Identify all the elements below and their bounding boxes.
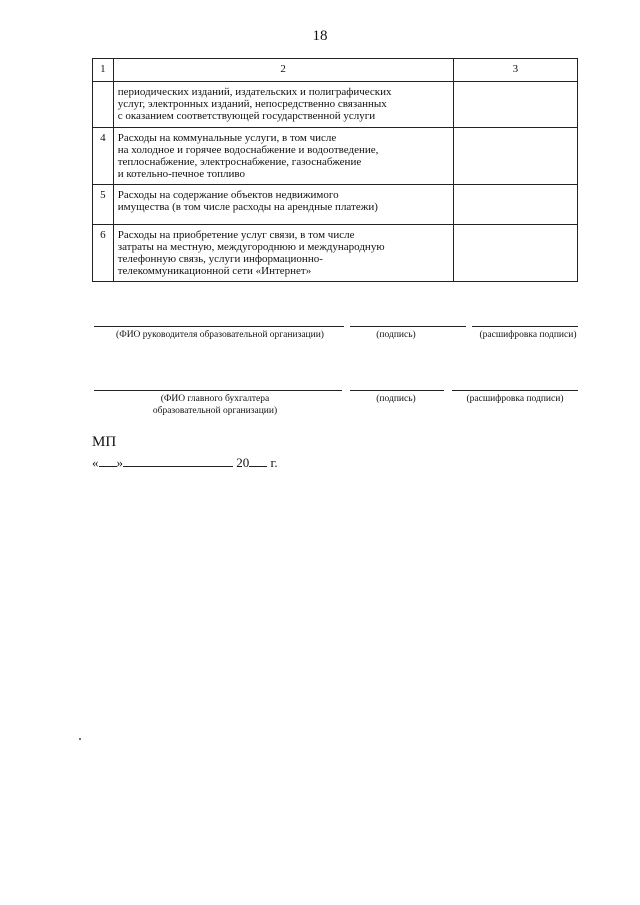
page-number: 18 [312, 28, 328, 44]
head-decode-caption: (расшифровка подписи) [479, 330, 577, 340]
head-signature-line [350, 326, 466, 327]
head-name-line [94, 326, 344, 327]
accountant-name-line [94, 390, 342, 391]
day-blank [99, 454, 117, 467]
table-header-row [93, 59, 578, 82]
accountant-decode-line [452, 390, 578, 391]
accountant-signature-caption: (подпись) [376, 394, 416, 404]
row-value [453, 128, 577, 185]
row-number: 6 [93, 225, 114, 282]
row-value [453, 185, 577, 225]
month-blank [123, 454, 233, 467]
table-row [93, 128, 578, 185]
accountant-name-caption: (ФИО главного бухгалтера образовательной организации) [152, 394, 278, 416]
row-value [453, 225, 577, 282]
row-number: 4 [93, 128, 114, 185]
header-col-3: 3 [453, 59, 577, 82]
table-row [93, 225, 578, 282]
year-suffix: г. [270, 455, 278, 470]
accountant-decode-caption: (расшифровка подписи) [466, 394, 564, 404]
row-value [453, 82, 577, 128]
year-blank [249, 454, 267, 467]
head-decode-line [472, 326, 578, 327]
scan-speck [79, 738, 81, 740]
header-col-2: 2 [113, 59, 453, 82]
head-name-caption: (ФИО руководителя образовательной организации) [116, 330, 324, 340]
date-open-quote: « [92, 455, 99, 470]
date-line [92, 454, 278, 471]
expenses-table [92, 58, 578, 282]
header-col-1: 1 [93, 59, 114, 82]
row-description: Расходы на содержание объектов недвижимого имущества (в том числе расходы на арендные платежи) [113, 185, 453, 225]
row-number [93, 82, 114, 128]
row-description: Расходы на приобретение услуг связи, в том числе затраты на местную, междугороднюю и международную телефонную связь, услуги информационно- телекоммуникационной сети «Интернет» [113, 225, 453, 282]
table-row [93, 185, 578, 225]
row-number: 5 [93, 185, 114, 225]
year-prefix: 20 [236, 455, 250, 470]
date-close-quote: » [116, 455, 123, 470]
accountant-signature-line [350, 390, 444, 391]
row-description: периодических изданий, издательских и полиграфических услуг, электронных изданий, непосредственно связанных с оказанием соответствующей государственной услуги [113, 82, 453, 128]
stamp-place: МП [92, 434, 117, 450]
head-signature-caption: (подпись) [376, 330, 416, 340]
row-description: Расходы на коммунальные услуги, в том числе на холодное и горячее водоснабжение и водоотведение, теплоснабжение, электроснабжение, газоснабжение и котельно-печное топливо [113, 128, 453, 185]
table-row [93, 82, 578, 128]
